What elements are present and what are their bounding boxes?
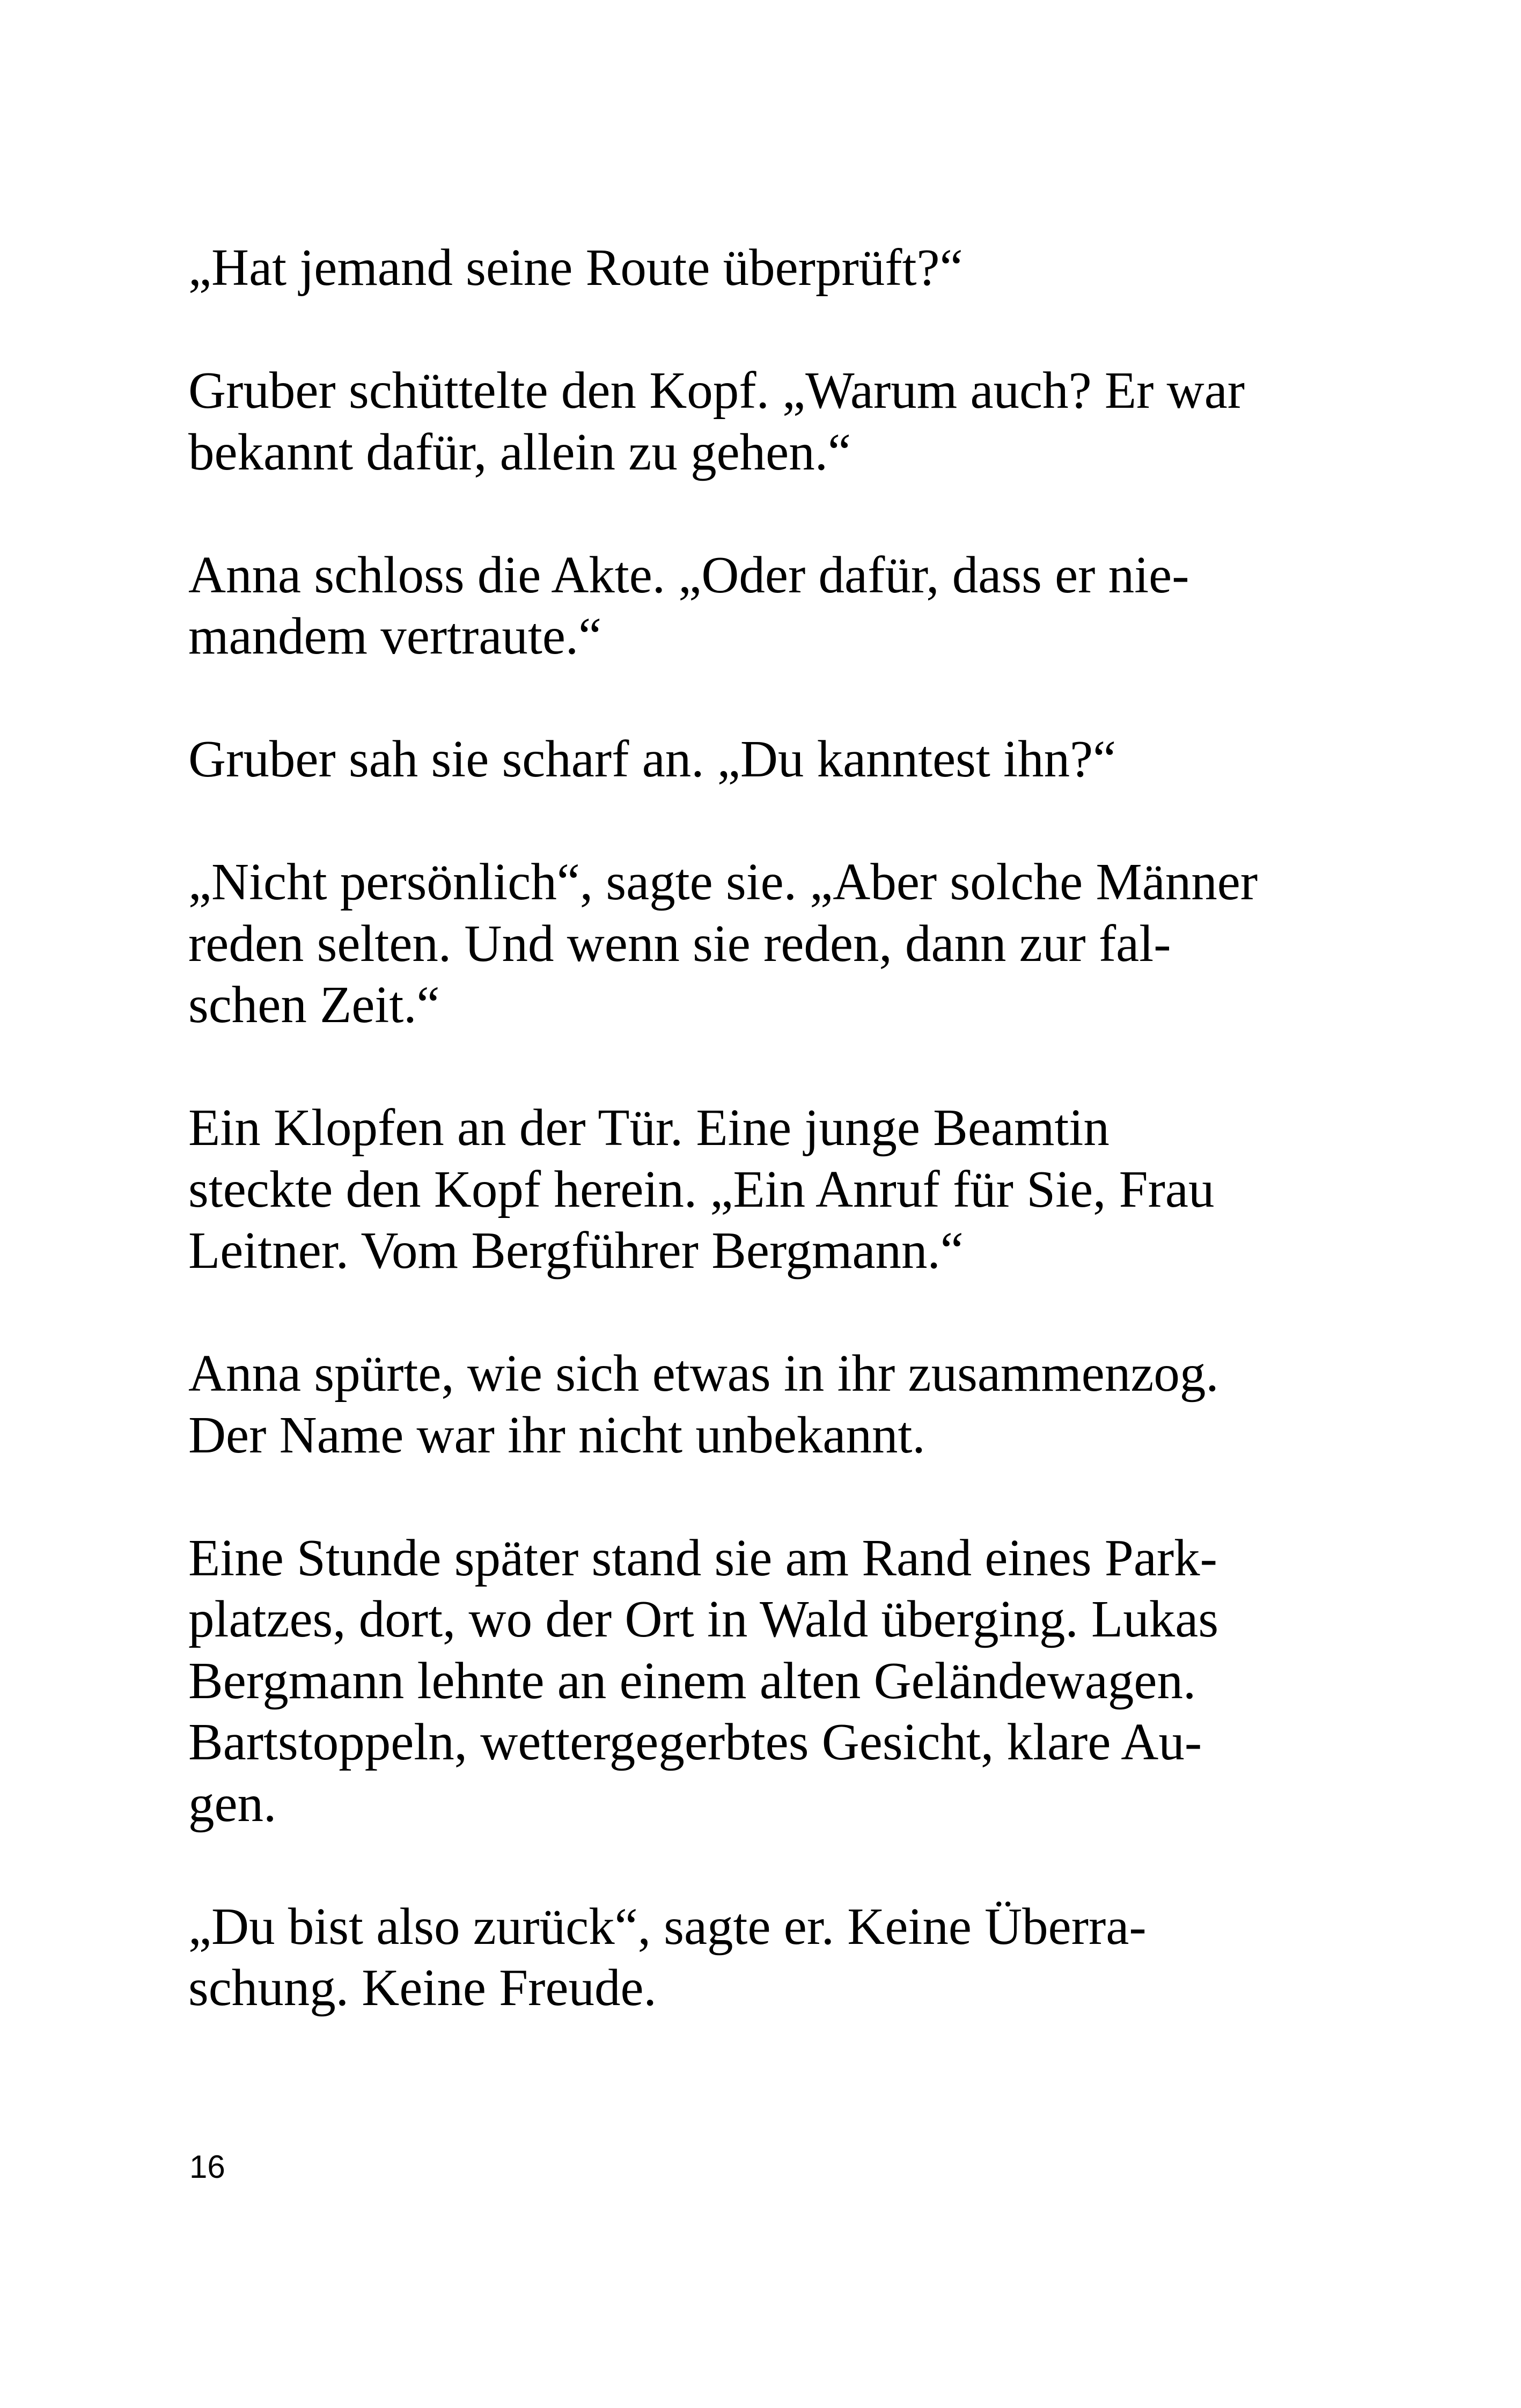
text-line: Bergmann lehnte an einem alten Geländewagen. bbox=[188, 1651, 1196, 1709]
paragraph bbox=[188, 851, 1342, 1036]
text-line: Anna spürte, wie sich etwas in ihr zusammenzog. bbox=[188, 1345, 1219, 1402]
text-line: „Hat jemand seine Route überprüft?“ bbox=[188, 239, 963, 296]
text-line: reden selten. Und wenn sie reden, dann zur fal- bbox=[188, 914, 1171, 972]
body-text bbox=[188, 237, 1342, 2019]
text-line: „Nicht persönlich“, sagte sie. „Aber solche Männer bbox=[188, 853, 1258, 911]
text-line: platzes, dort, wo der Ort in Wald überging. Lukas bbox=[188, 1590, 1219, 1648]
paragraph bbox=[188, 1528, 1342, 1835]
text-line: Gruber sah sie scharf an. „Du kanntest ihn?“ bbox=[188, 730, 1116, 788]
text-line: bekannt dafür, allein zu gehen.“ bbox=[188, 423, 851, 481]
paragraph bbox=[188, 1896, 1342, 2019]
text-line: schen Zeit.“ bbox=[188, 976, 440, 1033]
text-line: Leitner. Vom Bergführer Bergmann.“ bbox=[188, 1222, 964, 1279]
page-number: 16 bbox=[189, 2149, 225, 2185]
paragraph bbox=[188, 1343, 1342, 1466]
paragraph bbox=[188, 1097, 1342, 1282]
paragraph bbox=[188, 237, 1342, 299]
paragraph bbox=[188, 729, 1342, 790]
paragraph bbox=[188, 360, 1342, 483]
text-line: Der Name war ihr nicht unbekannt. bbox=[188, 1406, 925, 1464]
text-line: gen. bbox=[188, 1774, 277, 1832]
text-line: Bartstoppeln, wettergegerbtes Gesicht, klare Au- bbox=[188, 1713, 1202, 1771]
text-line: mandem vertraute.“ bbox=[188, 607, 602, 665]
text-line: Eine Stunde später stand sie am Rand eines Park- bbox=[188, 1529, 1217, 1587]
paragraph bbox=[188, 545, 1342, 667]
text-line: Anna schloss die Akte. „Oder dafür, dass er nie- bbox=[188, 546, 1189, 604]
text-line: schung. Keine Freude. bbox=[188, 1959, 657, 2016]
text-line: steckte den Kopf herein. „Ein Anruf für Sie, Frau bbox=[188, 1160, 1215, 1218]
text-line: Ein Klopfen an der Tür. Eine junge Beamtin bbox=[188, 1099, 1109, 1156]
text-line: „Du bist also zurück“, sagte er. Keine Überra- bbox=[188, 1897, 1147, 1955]
text-line: Gruber schüttelte den Kopf. „Warum auch? Er war bbox=[188, 362, 1245, 419]
